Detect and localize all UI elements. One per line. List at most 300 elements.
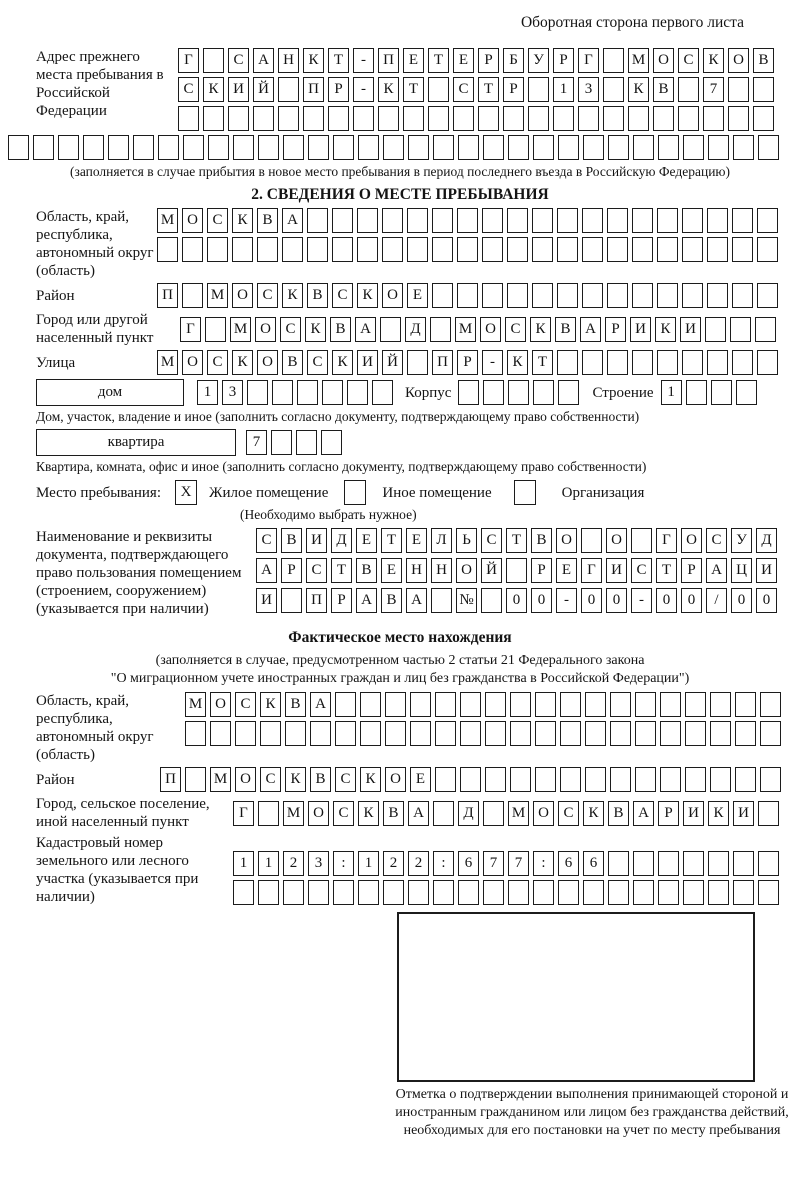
char-cell[interactable] (585, 721, 606, 746)
char-cell[interactable] (485, 721, 506, 746)
char-cell[interactable] (608, 135, 629, 160)
char-cell[interactable] (407, 350, 428, 375)
char-cell[interactable]: 3 (222, 380, 243, 405)
char-cell[interactable] (760, 721, 781, 746)
char-cell[interactable] (610, 721, 631, 746)
char-cell[interactable] (735, 721, 756, 746)
char-cell[interactable] (481, 588, 502, 613)
char-cell[interactable] (733, 135, 754, 160)
char-cell[interactable] (528, 106, 549, 131)
char-cell[interactable]: Е (403, 48, 424, 73)
char-cell[interactable]: О (728, 48, 749, 73)
char-cell[interactable] (408, 135, 429, 160)
char-cell[interactable] (607, 350, 628, 375)
char-cell[interactable] (603, 77, 624, 102)
char-cell[interactable]: С (257, 283, 278, 308)
char-cell[interactable] (678, 77, 699, 102)
char-cell[interactable]: Д (331, 528, 352, 553)
char-cell[interactable] (560, 692, 581, 717)
char-cell[interactable]: О (257, 350, 278, 375)
char-cell[interactable] (685, 767, 706, 792)
char-cell[interactable] (433, 135, 454, 160)
char-cell[interactable]: Д (756, 528, 777, 553)
char-cell[interactable]: С (228, 48, 249, 73)
char-cell[interactable]: : (333, 851, 354, 876)
char-cell[interactable]: П (157, 283, 178, 308)
char-cell[interactable] (710, 767, 731, 792)
char-cell[interactable] (380, 317, 401, 342)
char-cell[interactable] (683, 880, 704, 905)
char-cell[interactable] (532, 283, 553, 308)
char-cell[interactable]: У (528, 48, 549, 73)
char-cell[interactable] (603, 48, 624, 73)
char-cell[interactable]: И (680, 317, 701, 342)
char-cell[interactable] (403, 106, 424, 131)
char-cell[interactable] (322, 380, 343, 405)
char-cell[interactable] (435, 692, 456, 717)
char-cell[interactable]: Т (532, 350, 553, 375)
char-cell[interactable]: Ь (456, 528, 477, 553)
char-cell[interactable]: Г (233, 801, 254, 826)
char-cell[interactable] (582, 350, 603, 375)
char-cell[interactable]: А (408, 801, 429, 826)
char-cell[interactable] (707, 350, 728, 375)
char-cell[interactable]: К (708, 801, 729, 826)
char-cell[interactable]: С (260, 767, 281, 792)
char-cell[interactable]: Й (382, 350, 403, 375)
char-cell[interactable]: П (432, 350, 453, 375)
char-cell[interactable]: С (678, 48, 699, 73)
char-cell[interactable] (258, 880, 279, 905)
char-cell[interactable]: Е (556, 558, 577, 583)
char-cell[interactable]: У (731, 528, 752, 553)
char-cell[interactable] (558, 135, 579, 160)
char-cell[interactable] (607, 283, 628, 308)
char-cell[interactable]: Р (281, 558, 302, 583)
char-cell[interactable] (321, 430, 342, 455)
char-cell[interactable]: С (631, 558, 652, 583)
char-cell[interactable] (383, 880, 404, 905)
char-cell[interactable] (278, 106, 299, 131)
char-cell[interactable] (732, 283, 753, 308)
char-cell[interactable] (108, 135, 129, 160)
char-cell[interactable]: Т (381, 528, 402, 553)
char-cell[interactable]: К (305, 317, 326, 342)
char-cell[interactable] (631, 528, 652, 553)
char-cell[interactable] (457, 208, 478, 233)
char-cell[interactable]: Т (506, 528, 527, 553)
char-cell[interactable] (758, 880, 779, 905)
char-cell[interactable] (658, 880, 679, 905)
char-cell[interactable] (582, 283, 603, 308)
char-cell[interactable]: К (628, 77, 649, 102)
char-cell[interactable] (483, 135, 504, 160)
char-cell[interactable]: М (283, 801, 304, 826)
char-cell[interactable] (372, 380, 393, 405)
char-cell[interactable]: С (207, 350, 228, 375)
char-cell[interactable]: Г (180, 317, 201, 342)
char-cell[interactable] (558, 380, 579, 405)
char-cell[interactable]: В (281, 528, 302, 553)
char-cell[interactable]: 1 (358, 851, 379, 876)
char-cell[interactable]: И (606, 558, 627, 583)
char-cell[interactable]: В (383, 801, 404, 826)
char-cell[interactable]: К (507, 350, 528, 375)
char-cell[interactable] (710, 692, 731, 717)
char-cell[interactable]: С (307, 350, 328, 375)
char-cell[interactable] (560, 721, 581, 746)
char-cell[interactable] (735, 692, 756, 717)
char-cell[interactable]: В (531, 528, 552, 553)
char-cell[interactable]: П (160, 767, 181, 792)
char-cell[interactable]: О (382, 283, 403, 308)
char-cell[interactable] (660, 721, 681, 746)
char-cell[interactable]: С (280, 317, 301, 342)
char-cell[interactable] (282, 237, 303, 262)
char-cell[interactable]: К (357, 283, 378, 308)
char-cell[interactable]: К (530, 317, 551, 342)
stay-type-checkbox-residential[interactable]: X (175, 480, 197, 505)
char-cell[interactable]: 2 (408, 851, 429, 876)
char-cell[interactable]: 3 (578, 77, 599, 102)
char-cell[interactable]: Т (428, 48, 449, 73)
char-cell[interactable] (453, 106, 474, 131)
char-cell[interactable]: А (706, 558, 727, 583)
char-cell[interactable] (460, 692, 481, 717)
char-cell[interactable] (182, 283, 203, 308)
char-cell[interactable] (158, 135, 179, 160)
char-cell[interactable]: 7 (483, 851, 504, 876)
char-cell[interactable]: Н (431, 558, 452, 583)
char-cell[interactable]: К (332, 350, 353, 375)
char-cell[interactable]: О (182, 208, 203, 233)
char-cell[interactable]: М (508, 801, 529, 826)
char-cell[interactable]: А (580, 317, 601, 342)
char-cell[interactable]: 0 (531, 588, 552, 613)
char-cell[interactable]: 7 (246, 430, 267, 455)
char-cell[interactable] (431, 588, 452, 613)
char-cell[interactable]: В (608, 801, 629, 826)
char-cell[interactable] (183, 135, 204, 160)
char-cell[interactable]: Р (605, 317, 626, 342)
char-cell[interactable]: - (482, 350, 503, 375)
char-cell[interactable]: С (558, 801, 579, 826)
char-cell[interactable]: Р (658, 801, 679, 826)
char-cell[interactable] (458, 380, 479, 405)
char-cell[interactable]: В (330, 317, 351, 342)
char-cell[interactable]: С (333, 801, 354, 826)
char-cell[interactable]: Р (553, 48, 574, 73)
char-cell[interactable] (735, 767, 756, 792)
char-cell[interactable]: Т (331, 558, 352, 583)
char-cell[interactable]: В (356, 558, 377, 583)
char-cell[interactable]: А (282, 208, 303, 233)
char-cell[interactable]: 1 (553, 77, 574, 102)
char-cell[interactable] (203, 48, 224, 73)
char-cell[interactable] (210, 721, 231, 746)
char-cell[interactable]: Р (531, 558, 552, 583)
char-cell[interactable]: К (282, 283, 303, 308)
char-cell[interactable] (307, 208, 328, 233)
char-cell[interactable]: 7 (508, 851, 529, 876)
char-cell[interactable] (711, 380, 732, 405)
char-cell[interactable]: К (232, 350, 253, 375)
char-cell[interactable] (678, 106, 699, 131)
char-cell[interactable] (703, 106, 724, 131)
char-cell[interactable] (635, 721, 656, 746)
char-cell[interactable] (332, 237, 353, 262)
char-cell[interactable]: - (631, 588, 652, 613)
char-cell[interactable]: С (256, 528, 277, 553)
char-cell[interactable]: М (210, 767, 231, 792)
char-cell[interactable]: С (235, 692, 256, 717)
char-cell[interactable]: Й (253, 77, 274, 102)
char-cell[interactable] (483, 880, 504, 905)
char-cell[interactable] (558, 880, 579, 905)
char-cell[interactable] (535, 767, 556, 792)
char-cell[interactable] (658, 851, 679, 876)
char-cell[interactable]: И (733, 801, 754, 826)
char-cell[interactable] (303, 106, 324, 131)
char-cell[interactable] (603, 106, 624, 131)
char-cell[interactable]: И (228, 77, 249, 102)
char-cell[interactable]: А (256, 558, 277, 583)
char-cell[interactable] (757, 237, 778, 262)
char-cell[interactable]: М (455, 317, 476, 342)
char-cell[interactable] (657, 208, 678, 233)
char-cell[interactable]: И (357, 350, 378, 375)
char-cell[interactable]: 0 (506, 588, 527, 613)
char-cell[interactable]: О (385, 767, 406, 792)
char-cell[interactable]: Д (405, 317, 426, 342)
char-cell[interactable]: Е (356, 528, 377, 553)
char-cell[interactable] (283, 880, 304, 905)
char-cell[interactable] (532, 208, 553, 233)
char-cell[interactable] (182, 237, 203, 262)
char-cell[interactable]: - (353, 77, 374, 102)
char-cell[interactable] (710, 721, 731, 746)
char-cell[interactable] (506, 558, 527, 583)
char-cell[interactable] (483, 801, 504, 826)
char-cell[interactable] (8, 135, 29, 160)
char-cell[interactable] (235, 721, 256, 746)
char-cell[interactable] (578, 106, 599, 131)
char-cell[interactable]: : (533, 851, 554, 876)
char-cell[interactable]: В (257, 208, 278, 233)
char-cell[interactable] (660, 692, 681, 717)
char-cell[interactable]: И (306, 528, 327, 553)
char-cell[interactable]: К (260, 692, 281, 717)
char-cell[interactable]: О (308, 801, 329, 826)
char-cell[interactable] (582, 208, 603, 233)
char-cell[interactable]: С (505, 317, 526, 342)
char-cell[interactable] (557, 237, 578, 262)
char-cell[interactable] (203, 106, 224, 131)
char-cell[interactable] (583, 135, 604, 160)
char-cell[interactable]: Ц (731, 558, 752, 583)
char-cell[interactable]: И (630, 317, 651, 342)
char-cell[interactable] (483, 380, 504, 405)
char-cell[interactable] (585, 767, 606, 792)
char-cell[interactable] (358, 135, 379, 160)
char-cell[interactable] (347, 380, 368, 405)
char-cell[interactable] (460, 721, 481, 746)
house-type-box[interactable]: дом (36, 379, 184, 406)
char-cell[interactable]: Г (578, 48, 599, 73)
char-cell[interactable] (33, 135, 54, 160)
char-cell[interactable]: С (178, 77, 199, 102)
char-cell[interactable] (708, 880, 729, 905)
char-cell[interactable] (432, 237, 453, 262)
char-cell[interactable]: К (655, 317, 676, 342)
char-cell[interactable] (208, 135, 229, 160)
char-cell[interactable] (257, 237, 278, 262)
char-cell[interactable] (535, 721, 556, 746)
char-cell[interactable] (357, 208, 378, 233)
char-cell[interactable]: А (253, 48, 274, 73)
char-cell[interactable] (205, 317, 226, 342)
char-cell[interactable] (686, 380, 707, 405)
char-cell[interactable]: Р (331, 588, 352, 613)
char-cell[interactable]: К (285, 767, 306, 792)
char-cell[interactable] (732, 208, 753, 233)
char-cell[interactable]: Е (406, 528, 427, 553)
char-cell[interactable] (297, 380, 318, 405)
char-cell[interactable] (410, 721, 431, 746)
char-cell[interactable]: К (358, 801, 379, 826)
char-cell[interactable] (757, 283, 778, 308)
char-cell[interactable] (632, 283, 653, 308)
char-cell[interactable] (485, 692, 506, 717)
char-cell[interactable] (507, 208, 528, 233)
char-cell[interactable] (178, 106, 199, 131)
char-cell[interactable] (458, 880, 479, 905)
char-cell[interactable] (758, 135, 779, 160)
char-cell[interactable]: Н (278, 48, 299, 73)
char-cell[interactable]: М (157, 350, 178, 375)
char-cell[interactable] (228, 106, 249, 131)
char-cell[interactable] (185, 721, 206, 746)
char-cell[interactable]: И (683, 801, 704, 826)
char-cell[interactable]: В (307, 283, 328, 308)
char-cell[interactable]: О (235, 767, 256, 792)
char-cell[interactable] (707, 283, 728, 308)
char-cell[interactable]: А (633, 801, 654, 826)
char-cell[interactable] (758, 801, 779, 826)
char-cell[interactable] (383, 135, 404, 160)
char-cell[interactable]: Г (178, 48, 199, 73)
char-cell[interactable] (258, 135, 279, 160)
char-cell[interactable] (657, 237, 678, 262)
char-cell[interactable]: - (353, 48, 374, 73)
char-cell[interactable]: 6 (558, 851, 579, 876)
char-cell[interactable]: О (533, 801, 554, 826)
char-cell[interactable] (508, 380, 529, 405)
char-cell[interactable] (708, 851, 729, 876)
char-cell[interactable]: № (456, 588, 477, 613)
char-cell[interactable] (582, 237, 603, 262)
char-cell[interactable] (633, 851, 654, 876)
char-cell[interactable] (658, 135, 679, 160)
char-cell[interactable] (328, 106, 349, 131)
char-cell[interactable] (407, 208, 428, 233)
char-cell[interactable] (308, 880, 329, 905)
char-cell[interactable] (585, 692, 606, 717)
char-cell[interactable] (510, 692, 531, 717)
char-cell[interactable]: 0 (756, 588, 777, 613)
char-cell[interactable]: О (456, 558, 477, 583)
char-cell[interactable] (683, 135, 704, 160)
char-cell[interactable]: М (207, 283, 228, 308)
char-cell[interactable] (281, 588, 302, 613)
char-cell[interactable]: С (207, 208, 228, 233)
char-cell[interactable] (310, 721, 331, 746)
char-cell[interactable] (482, 208, 503, 233)
char-cell[interactable]: В (310, 767, 331, 792)
char-cell[interactable] (508, 880, 529, 905)
char-cell[interactable] (707, 237, 728, 262)
char-cell[interactable] (503, 106, 524, 131)
char-cell[interactable]: В (381, 588, 402, 613)
char-cell[interactable] (632, 350, 653, 375)
char-cell[interactable] (133, 135, 154, 160)
char-cell[interactable]: 0 (731, 588, 752, 613)
char-cell[interactable]: О (210, 692, 231, 717)
char-cell[interactable]: С (306, 558, 327, 583)
char-cell[interactable] (607, 208, 628, 233)
char-cell[interactable] (657, 283, 678, 308)
char-cell[interactable] (705, 317, 726, 342)
char-cell[interactable] (283, 135, 304, 160)
char-cell[interactable] (653, 106, 674, 131)
char-cell[interactable]: С (481, 528, 502, 553)
char-cell[interactable] (272, 380, 293, 405)
char-cell[interactable]: К (303, 48, 324, 73)
char-cell[interactable]: О (681, 528, 702, 553)
char-cell[interactable]: А (355, 317, 376, 342)
char-cell[interactable]: 7 (703, 77, 724, 102)
apartment-type-box[interactable]: квартира (36, 429, 236, 456)
char-cell[interactable] (285, 721, 306, 746)
char-cell[interactable]: Л (431, 528, 452, 553)
char-cell[interactable] (633, 135, 654, 160)
char-cell[interactable]: 0 (681, 588, 702, 613)
char-cell[interactable] (757, 350, 778, 375)
char-cell[interactable] (728, 77, 749, 102)
char-cell[interactable] (458, 135, 479, 160)
char-cell[interactable] (607, 237, 628, 262)
char-cell[interactable]: П (303, 77, 324, 102)
char-cell[interactable]: И (256, 588, 277, 613)
char-cell[interactable]: 6 (583, 851, 604, 876)
char-cell[interactable] (233, 880, 254, 905)
char-cell[interactable]: Е (407, 283, 428, 308)
char-cell[interactable]: 2 (383, 851, 404, 876)
char-cell[interactable]: Г (581, 558, 602, 583)
char-cell[interactable]: О (653, 48, 674, 73)
char-cell[interactable] (608, 880, 629, 905)
char-cell[interactable]: М (628, 48, 649, 73)
char-cell[interactable] (610, 767, 631, 792)
char-cell[interactable] (760, 767, 781, 792)
char-cell[interactable]: П (306, 588, 327, 613)
char-cell[interactable] (581, 528, 602, 553)
char-cell[interactable] (457, 283, 478, 308)
char-cell[interactable]: А (310, 692, 331, 717)
char-cell[interactable]: С (335, 767, 356, 792)
char-cell[interactable] (507, 237, 528, 262)
char-cell[interactable]: О (182, 350, 203, 375)
